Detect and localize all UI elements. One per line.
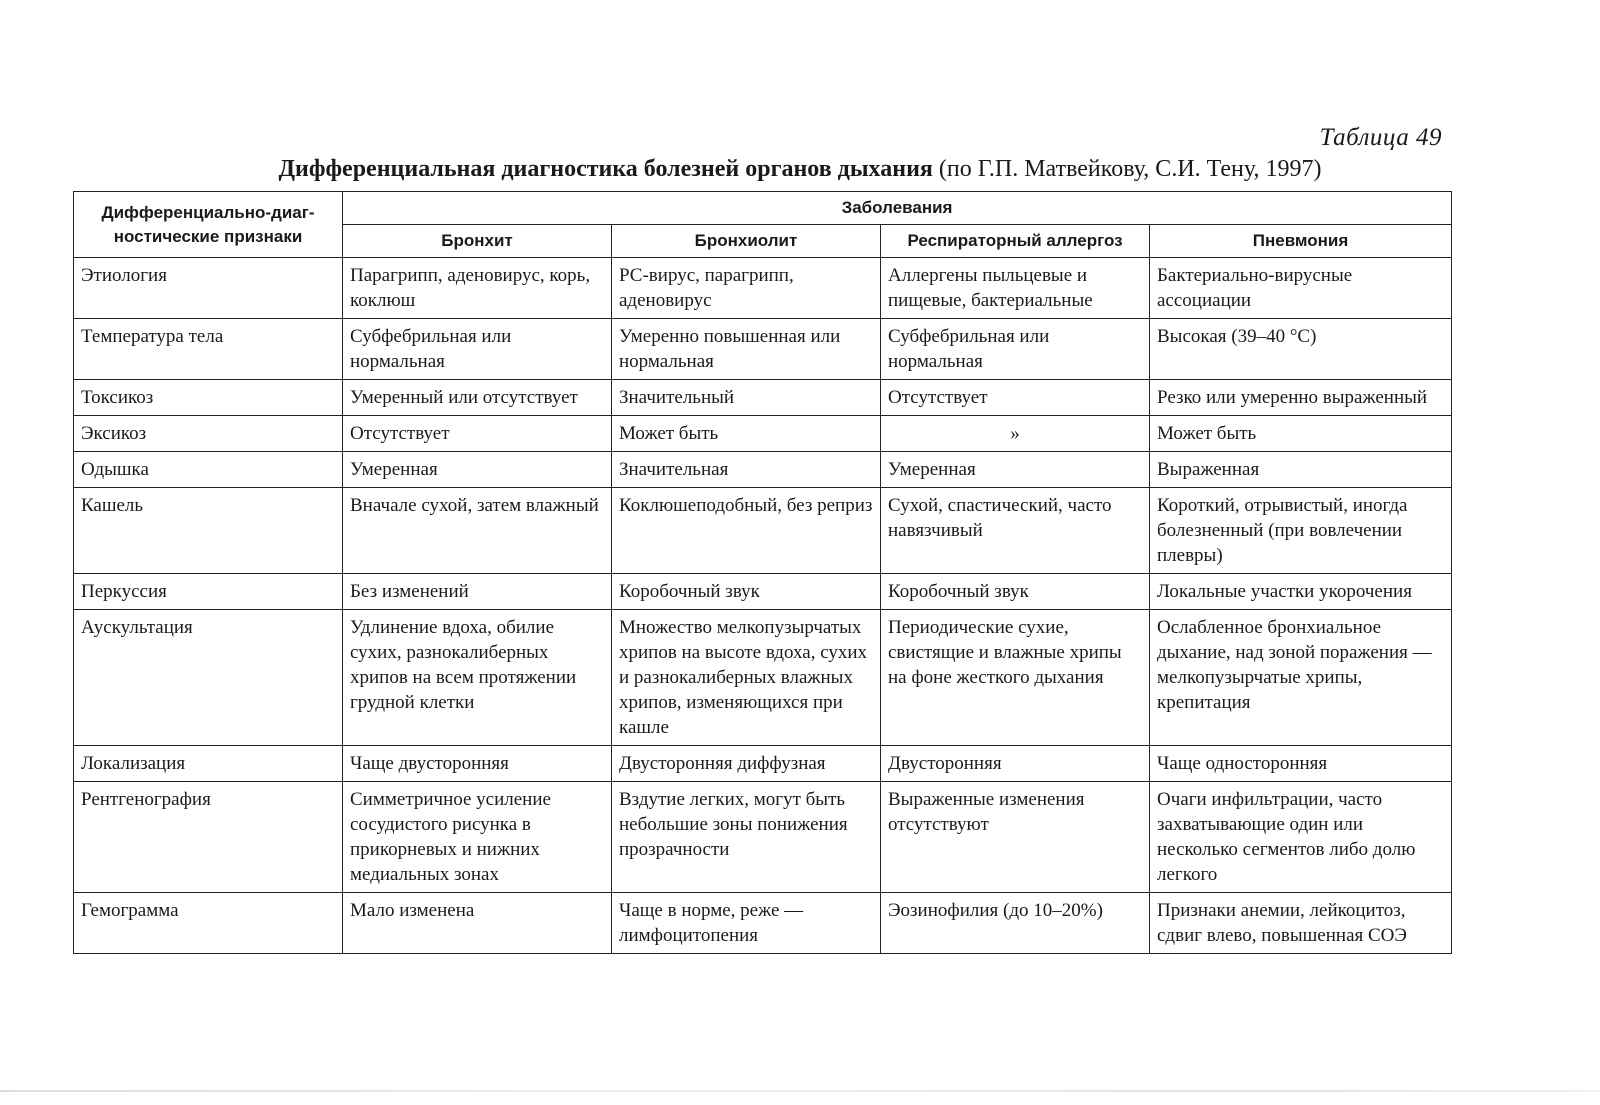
table-cell: Двусторонняя диффузная	[612, 746, 881, 782]
table-cell: Умеренный или отсутствует	[343, 380, 612, 416]
table-row	[74, 488, 1452, 574]
page-edge-line	[0, 1090, 1600, 1092]
table-row	[74, 893, 1452, 954]
table-cell: Значительный	[612, 380, 881, 416]
table-cell: Чаще односторонняя	[1150, 746, 1452, 782]
row-label: Перкуссия	[74, 574, 343, 610]
row-label: Токсикоз	[74, 380, 343, 416]
table-cell: Может быть	[1150, 416, 1452, 452]
table-cell: Периодические сухие, свистящие и влажные хрипы на фоне жесткого дыхания	[881, 610, 1150, 746]
table-cell: Множество мелкопузырчатых хрипов на высоте вдоха, сухих и разнокалиберных влажных хрипов, изменяющихся при кашле	[612, 610, 881, 746]
table-cell: Бактериально-вирусные ассоциации	[1150, 258, 1452, 319]
table-cell: Субфебрильная или нормальная	[343, 319, 612, 380]
header-col-pneumonia: Пневмония	[1150, 225, 1452, 258]
table-cell: Двусторонняя	[881, 746, 1150, 782]
table-row	[74, 258, 1452, 319]
diagnostics-table	[73, 191, 1452, 954]
table-cell: Отсутствует	[343, 416, 612, 452]
table-cell: Коробочный звук	[881, 574, 1150, 610]
table-row	[74, 746, 1452, 782]
table-cell: Сухой, спастический, часто навязчивый	[881, 488, 1150, 574]
table-cell: Локальные участки укорочения	[1150, 574, 1452, 610]
table-title-main: Дифференциальная диагностика болезней органов дыхания	[278, 156, 933, 182]
table-cell: »	[881, 416, 1150, 452]
row-label: Эксикоз	[74, 416, 343, 452]
table-cell: Отсутствует	[881, 380, 1150, 416]
table-cell: Эозинофилия (до 10–20%)	[881, 893, 1150, 954]
row-label: Локализация	[74, 746, 343, 782]
table-row	[74, 610, 1452, 746]
table-cell: Короткий, отрывистый, иногда болезненный (при вовлечении плевры)	[1150, 488, 1452, 574]
table-cell: Без изменений	[343, 574, 612, 610]
table-cell: Вздутие легких, могут быть небольшие зоны понижения прозрачности	[612, 782, 881, 893]
table-cell: Выраженные изменения отсутствуют	[881, 782, 1150, 893]
table-cell: Выраженная	[1150, 452, 1452, 488]
row-label: Температура тела	[74, 319, 343, 380]
table-cell: Высокая (39–40 °С)	[1150, 319, 1452, 380]
row-label: Одышка	[74, 452, 343, 488]
table-cell: Парагрипп, аденовирус, корь, коклюш	[343, 258, 612, 319]
table-cell: Может быть	[612, 416, 881, 452]
table-cell: Коклюшеподобный, без реприз	[612, 488, 881, 574]
table-cell: РС-вирус, парагрипп, аденовирус	[612, 258, 881, 319]
table-row	[74, 782, 1452, 893]
table-title	[0, 156, 1600, 183]
table-number: Таблица 49	[1319, 124, 1442, 151]
table-cell: Значительная	[612, 452, 881, 488]
table-cell: Ослабленное бронхиальное дыхание, над зоной поражения — мелкопузырчатые хрипы, крепитация	[1150, 610, 1452, 746]
table-body	[74, 258, 1452, 954]
table-cell: Мало изменена	[343, 893, 612, 954]
table-cell: Чаще двусторонняя	[343, 746, 612, 782]
table-cell: Умеренная	[881, 452, 1150, 488]
table-cell: Резко или умеренно выраженный	[1150, 380, 1452, 416]
row-label: Гемограмма	[74, 893, 343, 954]
header-signs: Дифференциально-диаг-ностические признаки	[74, 192, 343, 258]
table-row	[74, 380, 1452, 416]
header-diseases: Заболевания	[343, 192, 1452, 225]
table-cell: Чаще в норме, реже — лимфоцитопения	[612, 893, 881, 954]
row-label: Кашель	[74, 488, 343, 574]
table-row	[74, 574, 1452, 610]
table-cell: Коробочный звук	[612, 574, 881, 610]
table-cell: Умеренно повышенная или нормальная	[612, 319, 881, 380]
row-label: Этиология	[74, 258, 343, 319]
table-cell: Умеренная	[343, 452, 612, 488]
table-row	[74, 416, 1452, 452]
table-header	[74, 192, 1452, 258]
table-cell: Субфебрильная или нормальная	[881, 319, 1150, 380]
table-cell: Удлинение вдоха, обилие сухих, разнокалиберных хрипов на всем протяжении грудной клетки	[343, 610, 612, 746]
table-title-source: (по Г.П. Матвейкову, С.И. Тену, 1997)	[932, 156, 1322, 182]
row-label: Рентгенография	[74, 782, 343, 893]
header-col-allergosis: Респираторный аллергоз	[881, 225, 1150, 258]
table-cell: Признаки анемии, лейкоцитоз, сдвиг влево, повышенная СОЭ	[1150, 893, 1452, 954]
table-cell: Симметричное усиление сосудистого рисунка в прикорневых и нижних медиальных зонах	[343, 782, 612, 893]
header-col-bronchitis: Бронхит	[343, 225, 612, 258]
row-label: Аускультация	[74, 610, 343, 746]
table-row	[74, 319, 1452, 380]
table-row	[74, 452, 1452, 488]
table-cell: Очаги инфильтрации, часто захватывающие один или несколько сегментов либо долю легкого	[1150, 782, 1452, 893]
table-cell: Вначале сухой, затем влажный	[343, 488, 612, 574]
header-col-bronchiolitis: Бронхиолит	[612, 225, 881, 258]
table-cell: Аллергены пыльцевые и пищевые, бактериальные	[881, 258, 1150, 319]
